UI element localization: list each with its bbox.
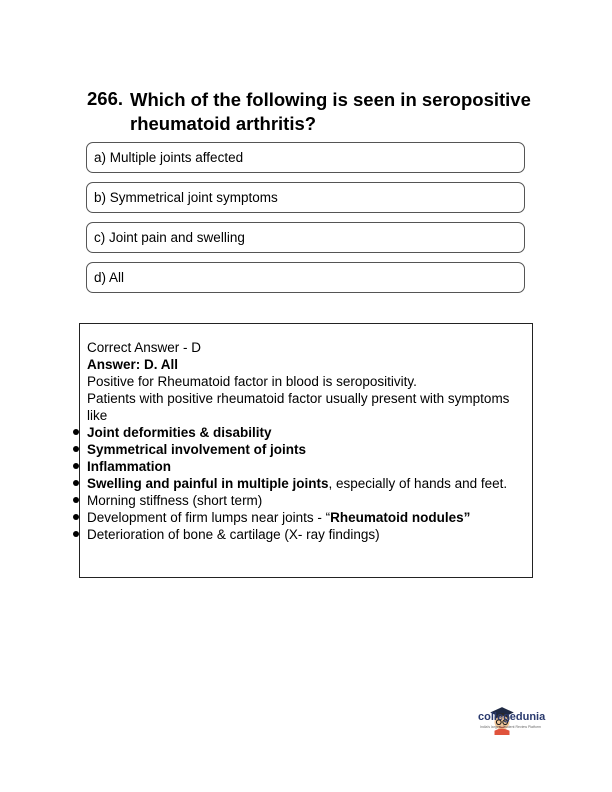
list-item: Swelling and painful in multiple joints, especially of hands and feet. [87, 475, 517, 492]
explanation-2: Patients with positive rheumatoid factor usually present with symptoms like [87, 391, 510, 423]
bullet-icon [73, 429, 79, 435]
bullet-icon [73, 531, 79, 537]
answer-line: Answer: D. All [87, 357, 179, 372]
list-item: Joint deformities & disability [87, 424, 517, 441]
question-text: Which of the following is seen in seropositive rheumatoid arthritis? [130, 89, 531, 134]
option-c[interactable]: c) Joint pain and swelling [86, 222, 525, 253]
bullet-icon [73, 463, 79, 469]
question-number: 266. [87, 88, 124, 109]
logo-wordmark: collegedunia [478, 711, 546, 723]
bullet-icon [73, 514, 79, 520]
correct-answer-line: Correct Answer - D [87, 340, 202, 355]
logo-tagline: India's largest Student Review Platform [480, 725, 541, 729]
option-d[interactable]: d) All [86, 262, 525, 293]
explanation-1: Positive for Rheumatoid factor in blood is seropositivity. [87, 374, 417, 389]
bullet-icon [73, 446, 79, 452]
list-item: Morning stiffness (short term) [87, 492, 517, 509]
list-item: Inflammation [87, 458, 517, 475]
list-item: Deterioration of bone & cartilage (X- ray findings) [87, 526, 517, 543]
option-b[interactable]: b) Symmetrical joint symptoms [86, 182, 525, 213]
list-item: Development of firm lumps near joints - “Rheumatoid nodules” [87, 509, 517, 526]
bullet-icon [73, 497, 79, 503]
bullet-icon [73, 480, 79, 486]
answer-content [87, 339, 517, 543]
list-item: Symmetrical involvement of joints [87, 441, 517, 458]
symptom-list [87, 424, 517, 543]
option-a[interactable]: a) Multiple joints affected [86, 142, 525, 173]
